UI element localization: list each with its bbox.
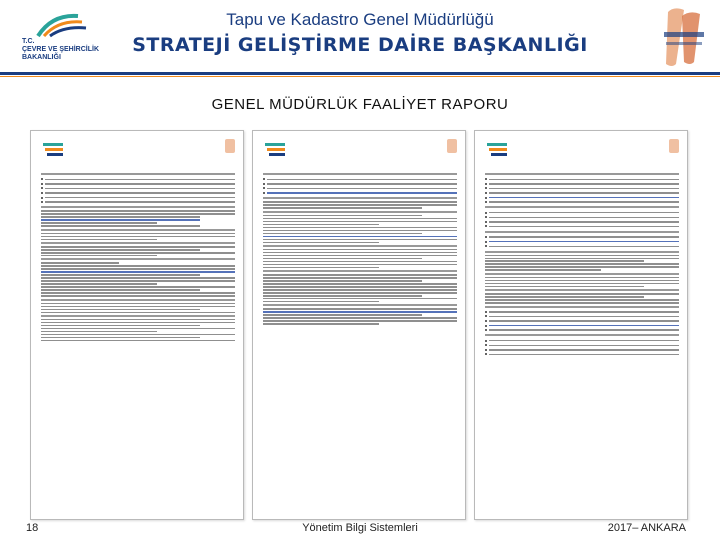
report-title: GENEL MÜDÜRLÜK FAALİYET RAPORU xyxy=(211,96,509,113)
tkgm-logo-icon xyxy=(669,139,679,153)
report-page-thumbnail-3 xyxy=(474,130,688,520)
ministry-logo-icon xyxy=(483,139,513,159)
header-subtitle: STRATEJİ GELİŞTİRME DAİRE BAŞKANLIĞI xyxy=(132,34,588,56)
header-accent-line xyxy=(0,76,720,77)
report-page-thumbnail-1 xyxy=(30,130,244,520)
header-divider xyxy=(0,72,720,75)
ministry-logo-icon xyxy=(30,10,100,40)
page-number: 18 xyxy=(26,522,39,534)
ministry-logo-icon xyxy=(39,139,69,159)
tkgm-logo xyxy=(654,4,710,74)
page-text-block xyxy=(263,171,457,326)
ministry-name: T.C. ÇEVRE VE ŞEHİRCİLİK BAKANLIĞI xyxy=(22,38,100,61)
header-title: Tapu ve Kadastro Genel Müdürlüğü xyxy=(226,10,494,29)
tkgm-logo-icon xyxy=(447,139,457,153)
footer-year-location: 2017– ANKARA xyxy=(607,522,686,534)
tkgm-logo-icon xyxy=(225,139,235,153)
tkgm-logo-icon xyxy=(654,4,710,74)
footer-department: Yönetim Bilgi Sistemleri xyxy=(302,522,418,534)
report-page-thumbnail-2 xyxy=(252,130,466,520)
page-text-block xyxy=(41,171,235,343)
ministry-logo xyxy=(14,10,124,66)
page-text-block xyxy=(485,171,679,357)
ministry-logo-icon xyxy=(261,139,291,159)
